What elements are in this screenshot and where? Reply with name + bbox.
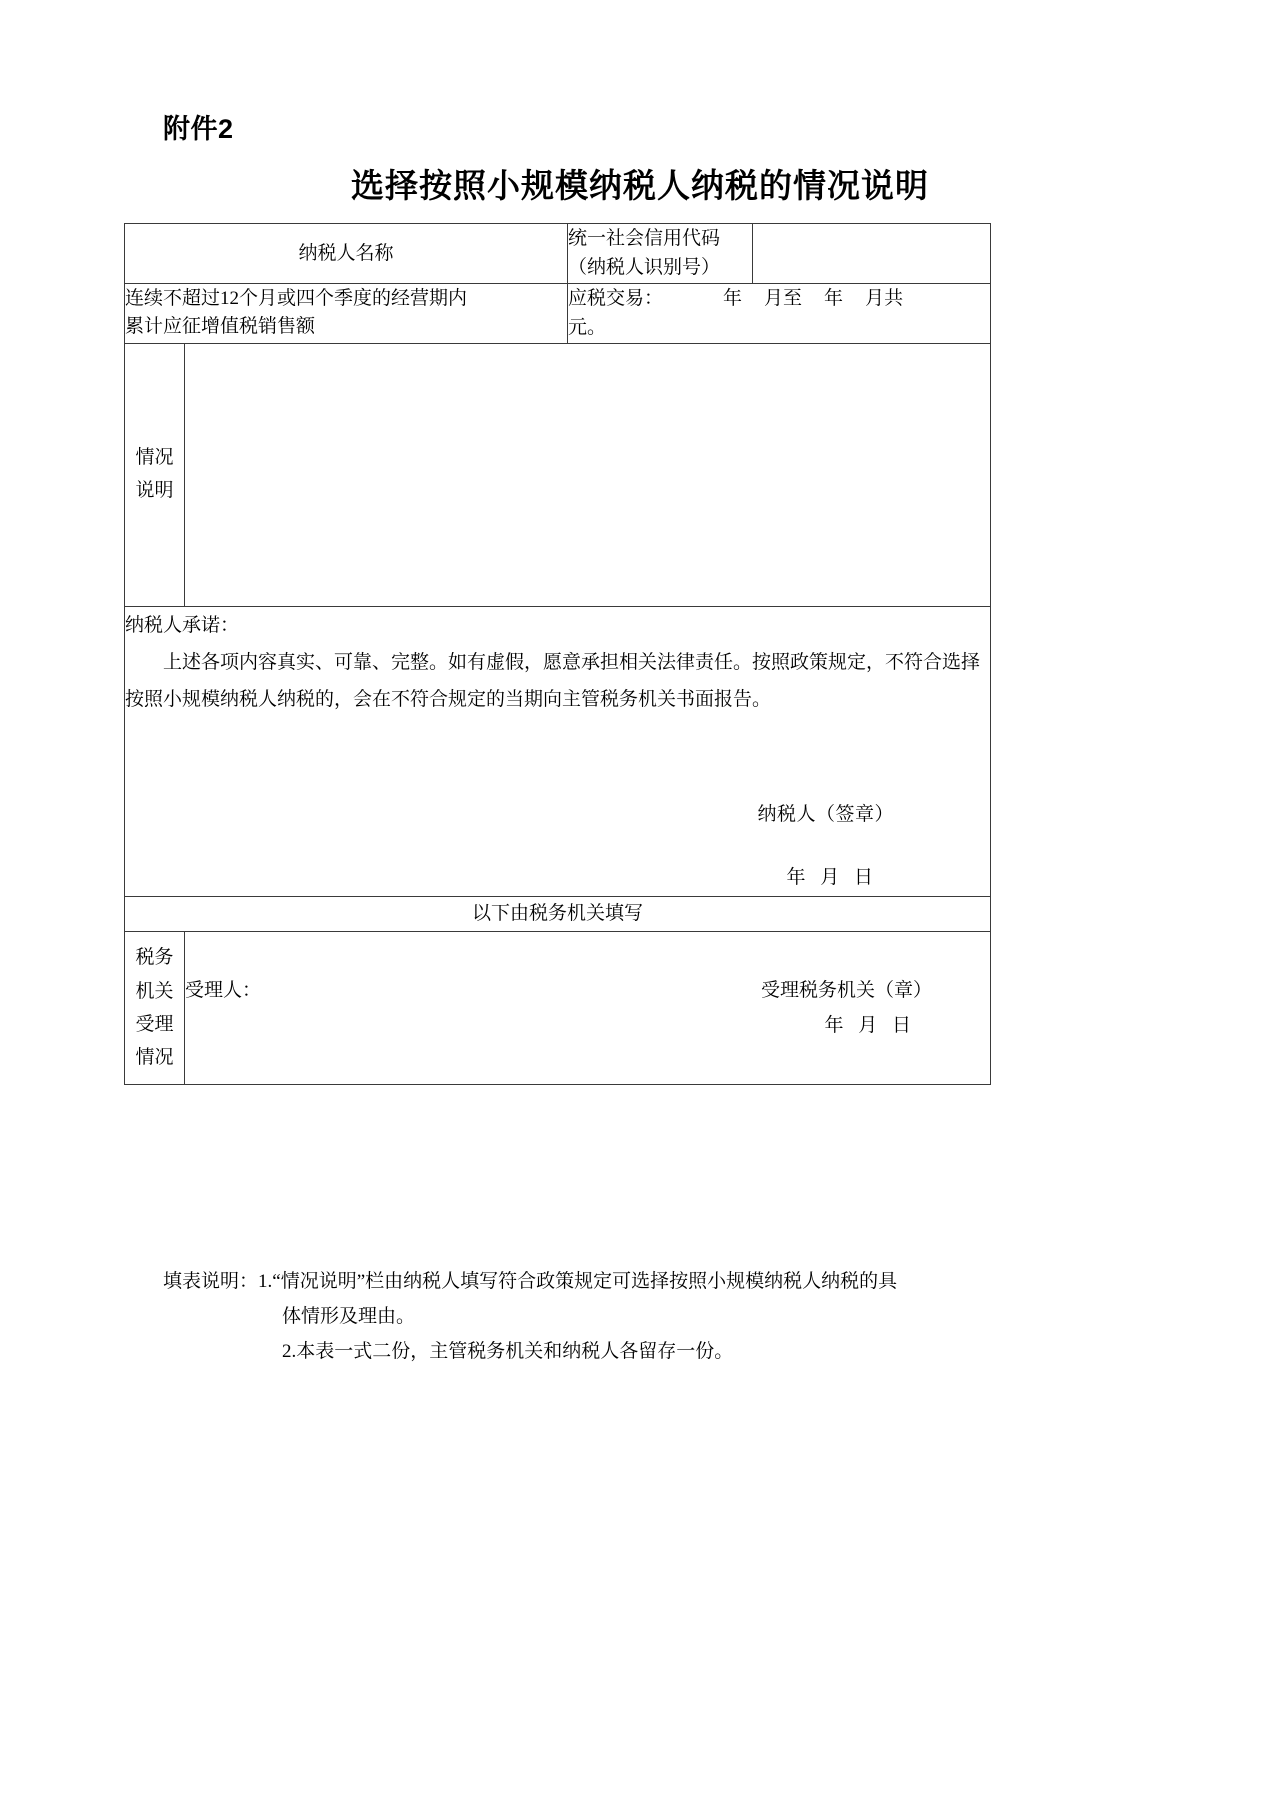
taxpayer-signature-label[interactable]: 纳税人（签章）	[757, 803, 894, 825]
period-year-start: 年	[723, 287, 743, 309]
commitment-title: 纳税人承诺：	[125, 614, 240, 636]
period-year-end: 年	[824, 287, 844, 309]
footer-note-2	[163, 1334, 1143, 1369]
situation-label-line2: 说明	[135, 479, 174, 501]
commitment-body: 上述各项内容真实、可靠、完整。如有虚假，愿意承担相关法律责任。按照政策规定，不符合选择按照小规模纳税人纳税的，会在不符合规定的当期向主管税务机关书面报告。	[125, 651, 981, 710]
footer-note-1-continued	[163, 1299, 1143, 1334]
authority-label-line4: 情况	[135, 1047, 174, 1069]
table-row-authority	[125, 931, 991, 1084]
attachment-label: 附件2	[163, 114, 234, 144]
footer-note-1	[163, 1264, 1143, 1299]
taxable-transaction-period[interactable]	[568, 283, 991, 343]
authority-acceptance-row	[185, 976, 990, 1005]
footer-notes-prefix: 填表说明：	[163, 1271, 259, 1292]
footer-note-1-number: 1.	[258, 1271, 273, 1292]
table-row-sales-amount	[125, 283, 991, 343]
situation-label	[125, 343, 185, 606]
authority-banner: 以下由税务机关填写	[125, 896, 991, 931]
authority-label-line2: 机关	[135, 980, 174, 1002]
credit-code-label	[568, 224, 753, 284]
table-row-commitment	[125, 606, 991, 896]
cumulative-sales-label-line1: 连续不超过12个月或四个季度的经营期内	[125, 287, 468, 309]
credit-code-label-line1: 统一社会信用代码	[568, 228, 721, 249]
taxpayer-signature-date[interactable]: 年 月 日	[786, 866, 878, 888]
footer-notes	[163, 1264, 1143, 1369]
period-month-start: 月至	[764, 287, 803, 309]
authority-seal-label[interactable]: 受理税务机关（章）	[760, 979, 932, 1001]
authority-label-line3: 受理	[135, 1013, 174, 1035]
situation-label-line1: 情况	[135, 447, 174, 469]
credit-code-input[interactable]	[753, 224, 991, 284]
credit-code-label-line2: （纳税人识别号）	[568, 257, 721, 279]
tax-declaration-form	[124, 223, 991, 1085]
table-row-situation	[125, 343, 991, 606]
authority-label-line1: 税务	[135, 947, 174, 969]
taxpayer-name-label	[125, 224, 568, 284]
period-month-end: 月共	[865, 287, 904, 309]
footer-note-2-line1: 本表一式二份，主管税务机关和纳税人各留存一份。	[296, 1341, 734, 1363]
footer-note-1-line1: “情况说明”栏由纳税人填写符合政策规定可选择按照小规模纳税人纳税的具	[272, 1271, 898, 1292]
taxable-transaction-label: 应税交易：	[568, 287, 664, 309]
table-row-taxpayer-name	[125, 224, 991, 284]
amount-unit: 元。	[568, 317, 607, 339]
acceptor-label[interactable]: 受理人：	[185, 979, 262, 1001]
authority-date-label[interactable]: 年 月 日	[824, 1014, 916, 1036]
cumulative-sales-label-line2: 累计应征增值税销售额	[125, 316, 316, 338]
page-title: 选择按照小规模纳税人纳税的情况说明	[351, 167, 929, 204]
table-row-authority-banner	[125, 896, 991, 931]
taxpayer-name-label-text: 纳税人名称	[298, 242, 394, 264]
footer-note-2-number: 2.	[282, 1341, 297, 1363]
commitment-block	[125, 606, 991, 896]
situation-description-input[interactable]	[185, 343, 991, 606]
footer-note-1-line2: 体情形及理由。	[282, 1306, 416, 1328]
cumulative-sales-label	[125, 283, 568, 343]
authority-label	[125, 931, 185, 1084]
authority-acceptance-block	[185, 931, 991, 1084]
